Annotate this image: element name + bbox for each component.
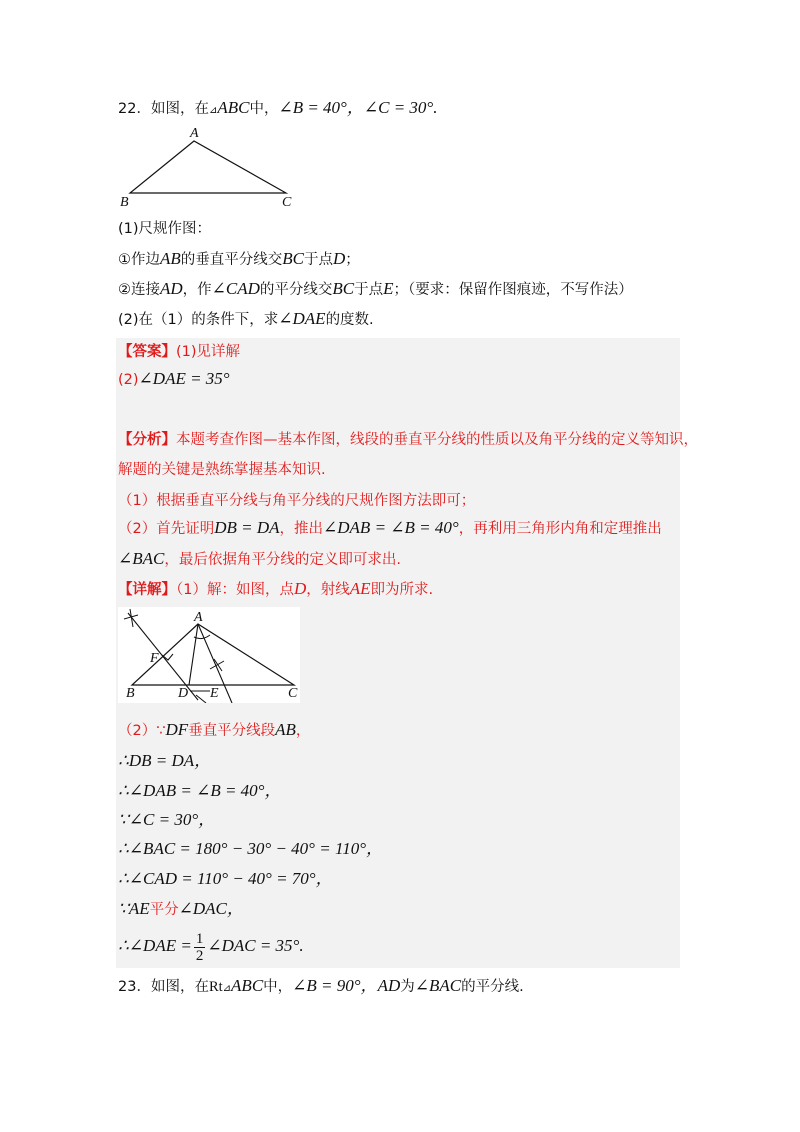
fig2-label-c: C	[288, 686, 298, 701]
answer-line2: (2)∠DAE = 35°	[118, 369, 230, 388]
proof-line5: ∴∠BAC = 180° − 30° − 40° = 110°，	[118, 839, 383, 858]
label-b: B	[120, 195, 129, 210]
proof-line7: ∵AE平分∠DAC，	[118, 899, 244, 918]
detail-line1: 【详解】（1）解：如图，点D，射线AE即为所求.	[118, 579, 434, 598]
fig2-label-e: E	[210, 686, 219, 701]
fraction-half: $\frac{1}{2}$	[195, 930, 204, 964]
part1-step2: ②连接AD，作∠CAD的平分线交BC于点E；（要求：保留作图痕迹，不写作法）	[118, 279, 633, 298]
q22-stem: 22．如图，在⊿ABC中，∠B = 40°，∠C = 30°.	[118, 98, 438, 117]
part2-question: (2)在（1）的条件下，求∠DAE的度数.	[118, 309, 374, 328]
fig2-label-b: B	[126, 686, 135, 701]
triangle-figure	[116, 124, 306, 210]
proof-line8: ∴∠DAE = $\frac{1}{2}$ ∠DAC = 35°.	[118, 930, 304, 964]
analysis-p3: ∠BAC，最后依据角平分线的定义即可求出.	[118, 549, 401, 568]
label-a: A	[190, 126, 199, 141]
proof-line2: ∴DB = DA，	[118, 751, 212, 770]
proof-line6: ∴∠CAD = 110° − 40° = 70°，	[118, 869, 333, 888]
proof-line4: ∵∠C = 30°，	[118, 810, 216, 829]
label-c: C	[282, 195, 292, 210]
proof-line1: （2）∵DF垂直平分线段AB，	[118, 720, 311, 739]
q23-stem: 23．如图，在Rt⊿ABC中，∠B = 90°，AD为∠BAC的平分线.	[118, 976, 524, 995]
fig2-label-a: A	[194, 610, 203, 625]
fig2-label-d: D	[178, 686, 189, 701]
analysis-line1: 【分析】本题考查作图—基本作图，线段的垂直平分线的性质以及角平分线的定义等知识，	[118, 432, 698, 448]
part1-step1: ①作边AB的垂直平分线交BC于点D；	[118, 249, 360, 268]
analysis-line2: 解题的关键是熟练掌握基本知识.	[118, 462, 326, 478]
analysis-p1: （1）根据垂直平分线与角平分线的尺规作图方法即可；	[118, 493, 476, 509]
part1-label: (1)尺规作图：	[118, 221, 212, 237]
proof-line3: ∴∠DAB = ∠B = 40°，	[118, 781, 282, 800]
construction-figure	[118, 607, 300, 703]
fig2-label-f: F	[150, 651, 159, 666]
analysis-p2: （2）首先证明DB = DA，推出∠DAB = ∠B = 40°，再利用三角形内角和定理推出	[118, 518, 662, 537]
answer-line1: 【答案】(1)见详解	[118, 344, 241, 360]
